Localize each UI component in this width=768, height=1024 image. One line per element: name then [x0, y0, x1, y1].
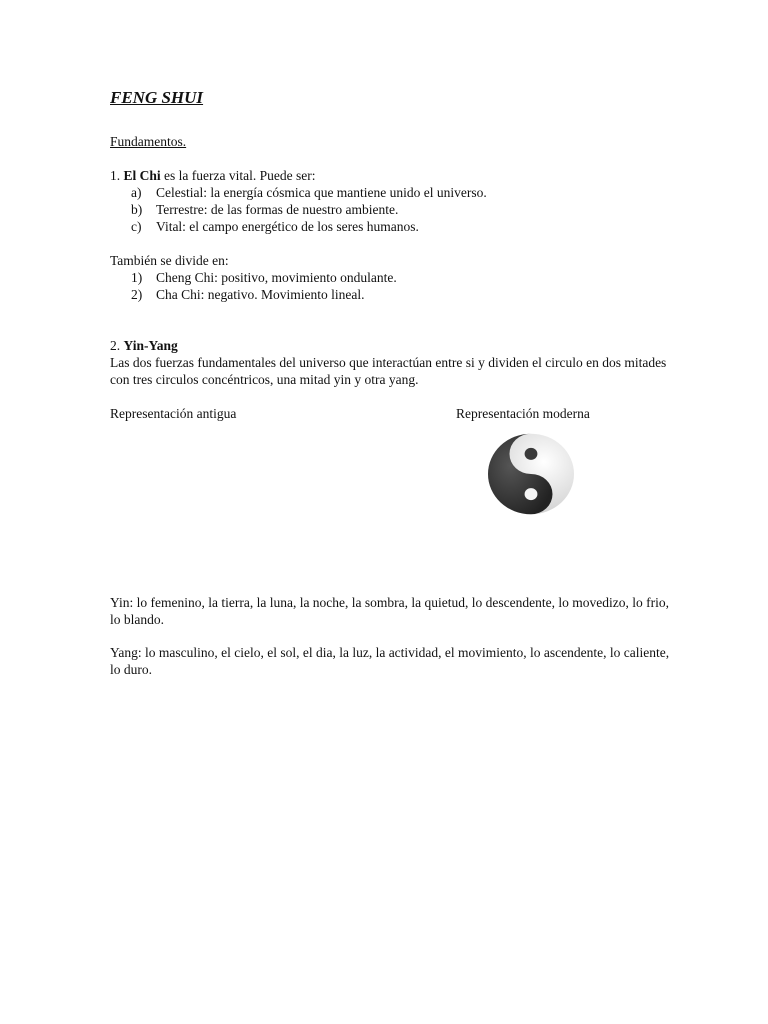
section-yin-yang	[110, 337, 670, 422]
list-item	[110, 184, 670, 201]
list-item-text: Cheng Chi: positivo, movimiento ondulante.	[156, 270, 397, 285]
repr-ancient-label: Representación antigua	[110, 406, 237, 421]
list-item	[110, 269, 670, 286]
yinyang-term: Yin-Yang	[123, 338, 178, 353]
yin-paragraph: Yin: lo femenino, la tierra, la luna, la noche, la sombra, la quietud, lo descendente, lo movedizo, lo frio, lo blando.	[110, 595, 669, 627]
yinyang-heading-line	[110, 337, 670, 354]
yin-yang-icon	[485, 431, 577, 517]
document-title: FENG SHUI	[110, 88, 204, 107]
yinyang-description: Las dos fuerzas fundamentales del universo que interactúan entre si y dividen el circulo en dos mitades con tres circulos concéntricos, una mitad yin y otra yang.	[110, 355, 667, 387]
document-page	[110, 88, 670, 678]
chi-number: 1.	[110, 168, 121, 183]
list-item-text: Vital: el campo energético de los seres humanos.	[156, 219, 419, 234]
list-marker: a)	[131, 185, 142, 200]
repr-modern-label: Representación moderna	[456, 406, 590, 421]
yang-paragraph: Yang: lo masculino, el cielo, el sol, el dia, la luz, la actividad, el movimiento, lo ascendente, lo caliente, lo duro.	[110, 645, 670, 677]
list-item	[110, 201, 670, 218]
list-marker: 2)	[131, 287, 143, 302]
chi-heading-line	[110, 167, 670, 184]
representation-row	[110, 405, 670, 422]
chi-divide-list	[110, 269, 670, 303]
section-subheading: Fundamentos.	[110, 134, 187, 149]
list-item-text: Terrestre: de las formas de nuestro ambiente.	[156, 202, 399, 217]
chi-divide-intro: También se divide en:	[110, 253, 229, 268]
chi-types-list	[110, 184, 670, 235]
chi-rest: es la fuerza vital. Puede ser:	[160, 168, 316, 183]
yinyang-number: 2.	[110, 338, 121, 353]
list-marker: b)	[131, 202, 143, 217]
list-marker: c)	[131, 219, 142, 234]
chi-term: El Chi	[123, 168, 161, 183]
list-item	[110, 218, 670, 235]
section-chi	[110, 167, 670, 303]
list-item	[110, 286, 670, 303]
list-item-text: Celestial: la energía cósmica que mantiene unido el universo.	[156, 185, 487, 200]
list-marker: 1)	[131, 270, 143, 285]
list-item-text: Cha Chi: negativo. Movimiento lineal.	[156, 287, 365, 302]
